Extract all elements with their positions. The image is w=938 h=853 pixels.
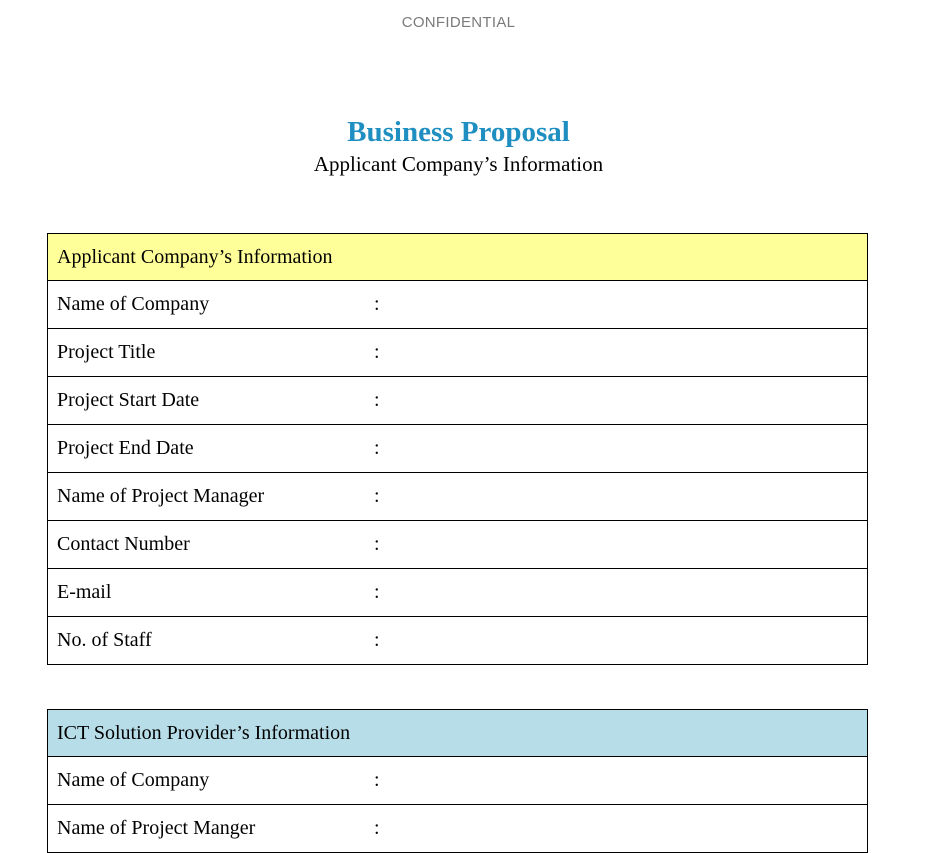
provider-info-table [47, 709, 868, 853]
field-separator: : [374, 581, 380, 603]
field-value[interactable] [374, 617, 868, 665]
field-value[interactable] [374, 521, 868, 569]
field-value[interactable] [374, 757, 868, 805]
field-separator: : [374, 341, 380, 363]
document-subtitle: Applicant Company’s Information [313, 152, 604, 176]
field-label: E-mail [48, 569, 375, 617]
form-row [48, 569, 868, 617]
form-row [48, 757, 868, 805]
field-value[interactable] [374, 377, 868, 425]
form-row [48, 805, 868, 853]
document-title: Business Proposal [347, 116, 570, 148]
field-label: Project Title [48, 329, 375, 377]
field-label: Project Start Date [48, 377, 375, 425]
field-separator: : [374, 437, 380, 459]
field-label: Project End Date [48, 425, 375, 473]
field-value[interactable] [374, 329, 868, 377]
field-separator: : [374, 485, 380, 507]
provider-section-heading: ICT Solution Provider’s Information [48, 710, 868, 757]
field-value[interactable] [374, 569, 868, 617]
field-label: No. of Staff [48, 617, 375, 665]
field-label: Contact Number [48, 521, 375, 569]
applicant-section-heading: Applicant Company’s Information [48, 234, 868, 281]
form-row [48, 521, 868, 569]
field-label: Name of Company [48, 281, 375, 329]
field-label: Name of Company [48, 757, 375, 805]
confidential-label: CONFIDENTIAL [401, 14, 516, 31]
field-separator: : [374, 533, 380, 555]
field-label: Name of Project Manager [48, 473, 375, 521]
field-value[interactable] [374, 805, 868, 853]
form-row [48, 617, 868, 665]
field-value[interactable] [374, 425, 868, 473]
form-row [48, 329, 868, 377]
field-label: Name of Project Manger [48, 805, 375, 853]
field-separator: : [374, 293, 380, 315]
form-row [48, 473, 868, 521]
field-separator: : [374, 389, 380, 411]
applicant-info-table [47, 233, 868, 665]
form-row [48, 281, 868, 329]
field-separator: : [374, 629, 380, 651]
form-row [48, 377, 868, 425]
field-separator: : [374, 817, 380, 839]
field-value[interactable] [374, 281, 868, 329]
field-separator: : [374, 769, 380, 791]
provider-section-header [48, 710, 868, 757]
form-row [48, 425, 868, 473]
applicant-section-header [48, 234, 868, 281]
field-value[interactable] [374, 473, 868, 521]
